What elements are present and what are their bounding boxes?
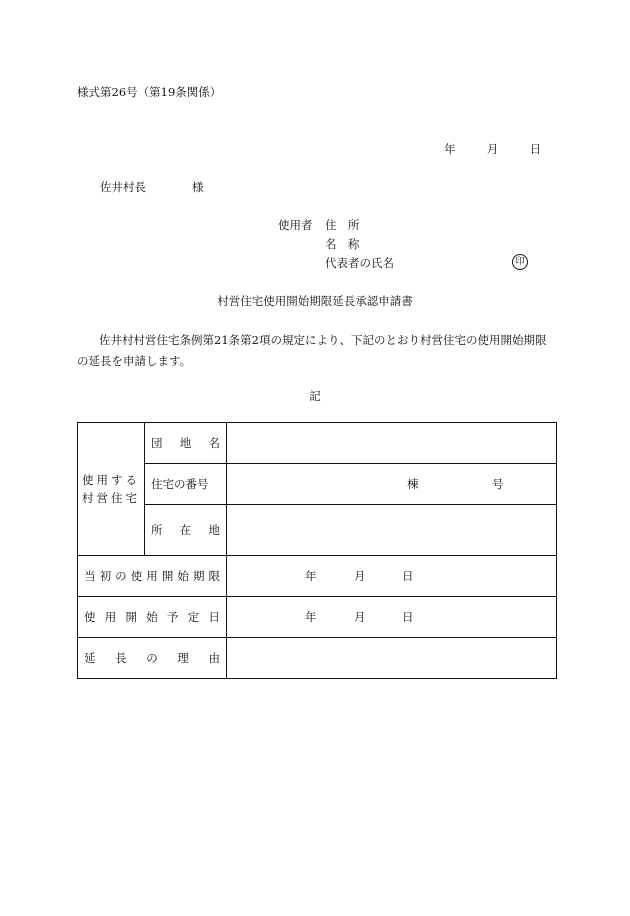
date-month: 月: [486, 142, 499, 156]
location-label: 所 在 地: [145, 505, 227, 556]
applicant-representative-label: 代表者の氏名: [325, 256, 394, 270]
reason-label: 延 長 の 理 由: [78, 638, 227, 679]
ki-heading: 記: [309, 389, 321, 403]
scheduled-date-label: 使 用 開 始 予 定 日: [78, 597, 227, 638]
building-unit: 棟: [407, 477, 419, 491]
application-table: [77, 422, 557, 679]
group-label-line1: 使用する: [82, 473, 140, 487]
document-title: 村営住宅使用開始期限延長承認申請書: [217, 294, 413, 308]
body-text: 佐井村村営住宅条例第21条第2項の規定により、下記のとおり村営住宅の使用開始期限の延長を申請します。: [77, 333, 547, 368]
complex-name-label: 団 地 名: [145, 423, 227, 464]
house-number-label: 住宅の番号: [145, 464, 227, 505]
date-year: 年: [444, 142, 456, 156]
complex-name-field[interactable]: [227, 423, 557, 464]
applicant-name-label: 名 称: [325, 237, 360, 251]
addressee-name: 佐井村長: [100, 180, 146, 194]
initial-deadline-year: 年: [305, 569, 317, 583]
applicant-address-label: 住 所: [325, 218, 360, 232]
seal-mark: 印: [512, 254, 528, 270]
room-unit: 号: [492, 477, 504, 491]
location-field[interactable]: [227, 505, 557, 556]
applicant-label: 使用者: [278, 218, 313, 232]
scheduled-date-year: 年: [305, 610, 317, 624]
initial-deadline-label: 当 初 の 使 用 開 始 期 限: [78, 556, 227, 597]
initial-deadline-field[interactable]: [227, 556, 557, 597]
house-number-field[interactable]: [227, 464, 557, 505]
date-day: 日: [529, 142, 542, 156]
form-number: 様式第26号（第19条関係）: [77, 85, 222, 99]
reason-field[interactable]: [227, 638, 557, 679]
date-line: [444, 141, 541, 157]
scheduled-date-field[interactable]: [227, 597, 557, 638]
group-label-line2: 村営住宅: [82, 491, 140, 505]
initial-deadline-month: 月: [354, 569, 366, 583]
scheduled-date-month: 月: [354, 610, 366, 624]
scheduled-date-day: 日: [402, 610, 414, 624]
addressee-honorific: 様: [192, 180, 204, 194]
initial-deadline-day: 日: [402, 569, 414, 583]
addressee: [100, 179, 204, 195]
group-label: [78, 423, 145, 556]
